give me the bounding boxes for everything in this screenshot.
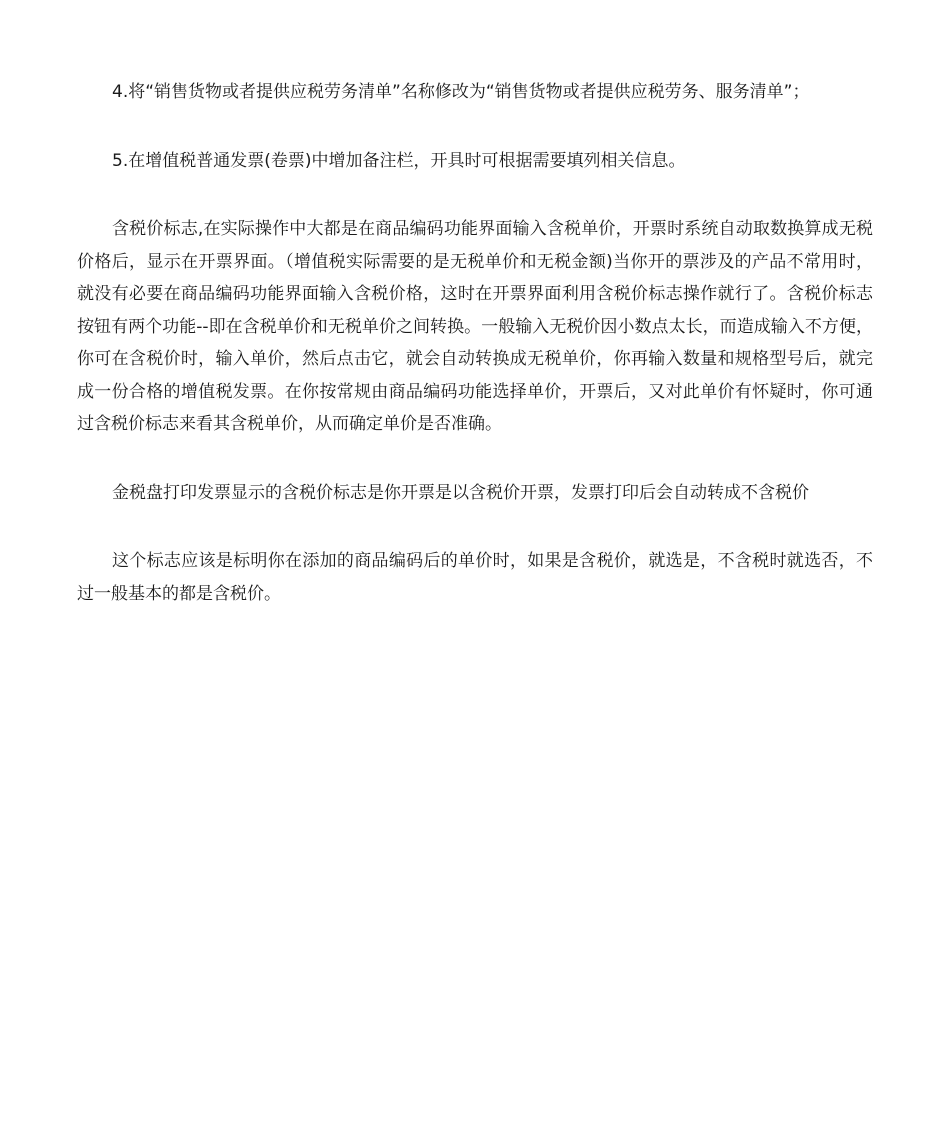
paragraph-golden-tax-disk: 金税盘打印发票显示的含税价标志是你开票是以含税价开票，发票打印后会自动转成不含税价 <box>112 482 809 503</box>
paragraph-item-4: 4.将“销售货物或者提供应税劳务清单”名称修改为“销售货物或者提供应税劳务、服务清单”； <box>112 82 810 102</box>
paragraph-item-5: 5.在增值税普通发票(卷票)中增加备注栏，开具时可根据需要填列相关信息。 <box>112 150 686 171</box>
paragraph-flag-meaning: 这个标志应该是标明你在添加的商品编码后的单价时，如果是含税价，就选是，不含税时就选否，不过一般基本的都是含税价。 <box>77 551 873 604</box>
paragraph-tax-inclusive-flag: 含税价标志,在实际操作中大都是在商品编码功能界面输入含税单价，开票时系统自动取数换算成无税价格后，显示在开票界面。（增值税实际需要的是无税单价和无税金额)当你开的票涉及的产品不常用时，就没有必要在商品编码功能界面输入含税价格，这时在开票界面利用含税价标志操作就行了。含税价标志按钮有两个功能--即在含税单价和无税单价之间转换。一般输入无税价因小数点太长，而造成输入不方便，你可在含税价时，输入单价，然后点击它，就会自动转换成无税单价，你再输入数量和规格型号后，就完成一份合格的增值税发票。在你按常规由商品编码功能选择单价，开票后，又对此单价有怀疑时，你可通过含税价标志来看其含税单价，从而确定单价是否准确。 <box>77 219 873 434</box>
document-body <box>77 76 873 646</box>
